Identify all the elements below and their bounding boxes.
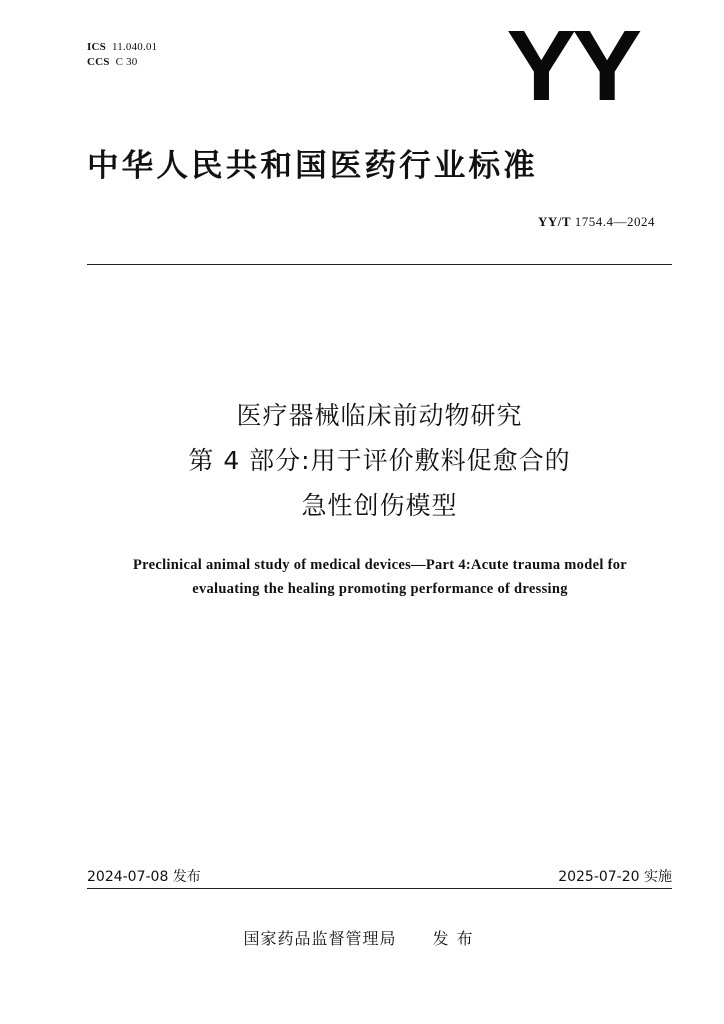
chinese-title xyxy=(87,393,672,528)
english-title-line-1: Preclinical animal study of medical devices—Part 4:Acute trauma model for xyxy=(133,557,627,573)
implementation-date: 2025-07-20 实施 xyxy=(558,869,672,885)
chinese-title-line-2: 第 4 部分:用于评价敷料促愈合的 xyxy=(188,446,571,475)
chinese-title-line-3: 急性创伤模型 xyxy=(301,491,458,520)
classification-codes xyxy=(87,40,157,70)
ccs-code-row xyxy=(87,55,157,70)
issue-date: 2024-07-08 发布 xyxy=(87,869,201,885)
ics-value: 11.040.01 xyxy=(111,41,158,53)
standard-number-prefix: YY/T xyxy=(537,214,571,229)
yy-standard-logo: YY xyxy=(506,10,638,122)
date-row xyxy=(87,866,672,886)
standard-number xyxy=(538,214,655,230)
issuer-row xyxy=(0,926,724,949)
chinese-title-line-1: 医疗器械临床前动物研究 xyxy=(236,401,523,430)
ccs-label: CCS xyxy=(87,56,110,68)
standard-category-title: 中华人民共和国医药行业标准 xyxy=(87,148,538,184)
publish-label: 发布 xyxy=(432,929,481,948)
issuing-authority: 国家药品监督管理局 xyxy=(243,929,397,948)
header-divider xyxy=(87,264,672,265)
standard-number-value: 1754.4—2024 xyxy=(574,214,655,229)
ics-code-row xyxy=(87,40,157,55)
ics-label: ICS xyxy=(87,41,106,53)
ccs-value: C 30 xyxy=(115,56,138,68)
footer-divider xyxy=(87,888,672,889)
english-title-line-2: evaluating the healing promoting performance of dressing xyxy=(192,581,568,597)
english-title xyxy=(80,553,680,601)
